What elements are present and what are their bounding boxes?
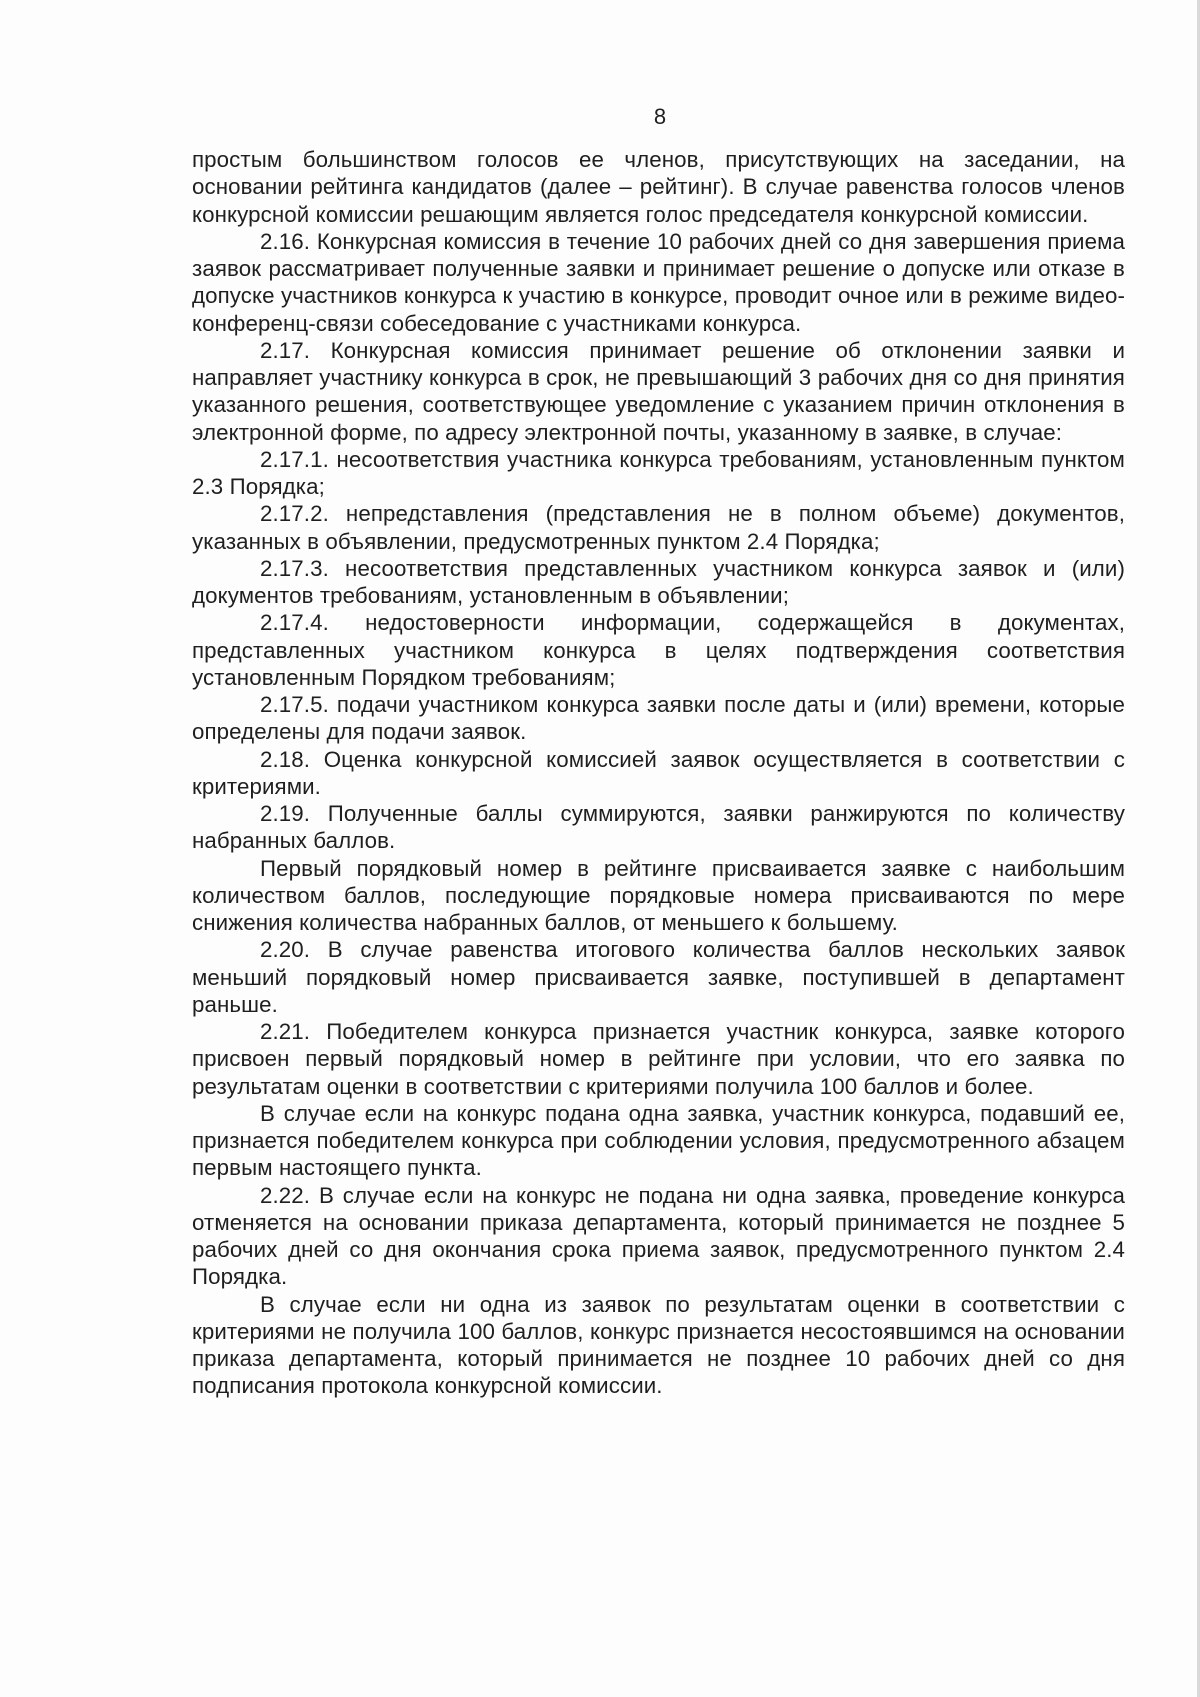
paragraph-2-17-3: 2.17.3. несоответствия представленных участником конкурса заявок и (или) документов требованиям, установленным в объявлении; (192, 555, 1125, 608)
paragraph-2-22: 2.22. В случае если на конкурс не подана ни одна заявка, проведение конкурса отменяется на основании приказа департамента, который принимается не позднее 5 рабочих дней со дня окончания срока приема заявок, предусмотренного пунктом 2.4 Порядка. (192, 1182, 1125, 1290)
paragraph-2-17-4: 2.17.4. недостоверности информации, содержащейся в документах, представленных участником конкурса в целях подтверждения соответствия установленным Порядком требованиям; (192, 610, 1125, 690)
page-number: 8 (653, 104, 667, 129)
paragraph-2-19: 2.19. Полученные баллы суммируются, заявки ранжируются по количеству набранных баллов. (192, 801, 1125, 854)
paragraph-2-22-failed-contest: В случае если ни одна из заявок по результатам оценки в соответствии с критериями не получила 100 баллов, конкурс признается несостоявшимся на основании приказа департамента, который принимается не позднее 10 рабочих дней со дня подписания протокола конкурсной комиссии. (192, 1291, 1125, 1399)
paragraph-2-17-1: 2.17.1. несоответствия участника конкурса требованиям, установленным пунктом 2.3 Порядка; (192, 446, 1125, 499)
paragraph-2-17-2: 2.17.2. непредставления (представления не в полном объеме) документов, указанных в объявлении, предусмотренных пунктом 2.4 Порядка; (192, 501, 1125, 554)
document-body (192, 146, 1125, 1400)
paragraph-2-17-5: 2.17.5. подачи участником конкурса заявки после даты и (или) времени, которые определены для подачи заявок. (192, 692, 1125, 745)
paragraph-2-20: 2.20. В случае равенства итогового количества баллов нескольких заявок меньший порядковый номер присваивается заявке, поступившей в департамент раньше. (192, 937, 1125, 1017)
paragraph-2-15-continuation: простым большинством голосов ее членов, присутствующих на заседании, на основании рейтинга кандидатов (далее – рейтинг). В случае равенства голосов членов конкурсной комиссии решающим является голос председателя конкурсной комиссии. (192, 147, 1125, 227)
paragraph-2-19-ranking: Первый порядковый номер в рейтинге присваивается заявке с наибольшим количеством баллов, последующие порядковые номера присваиваются по мере снижения количества набранных баллов, от меньшего к большему. (192, 855, 1125, 935)
paragraph-2-18: 2.18. Оценка конкурсной комиссией заявок осуществляется в соответствии с критериями. (192, 746, 1125, 799)
paragraph-2-21: 2.21. Победителем конкурса признается участник конкурса, заявке которого присвоен первый порядковый номер в рейтинге при условии, что его заявка по результатам оценки в соответствии с критериями получила 100 баллов и более. (192, 1019, 1125, 1099)
paragraph-2-17: 2.17. Конкурсная комиссия принимает решение об отклонении заявки и направляет участнику конкурса в срок, не превышающий 3 рабочих дня со дня принятия указанного решения, соответствующее уведомление с указанием причин отклонения в электронной форме, по адресу электронной почты, указанному в заявке, в случае: (192, 337, 1125, 445)
paragraph-2-16: 2.16. Конкурсная комиссия в течение 10 рабочих дней со дня завершения приема заявок рассматривает полученные заявки и принимает решение о допуске или отказе в допуске участников конкурса к участию в конкурсе, проводит очное или в режиме видео-конференц-связи собеседование с участниками конкурса. (192, 228, 1125, 336)
paragraph-2-21-single-application: В случае если на конкурс подана одна заявка, участник конкурса, подавший ее, признается победителем конкурса при соблюдении условия, предусмотренного абзацем первым настоящего пункта. (192, 1100, 1125, 1181)
